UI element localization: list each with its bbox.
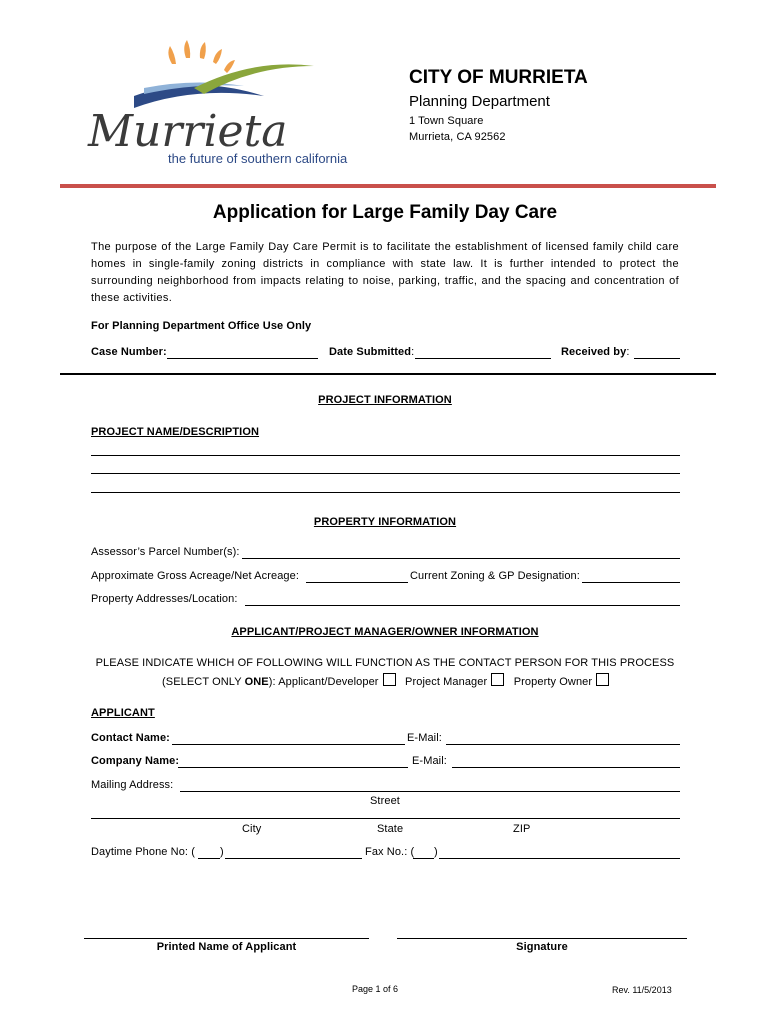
- zoning-label: Current Zoning & GP Designation:: [410, 570, 580, 582]
- company-name-field[interactable]: [178, 767, 408, 768]
- address-line1: 1 Town Square: [409, 115, 484, 127]
- project-desc-line-1[interactable]: [91, 455, 680, 456]
- address-line2: Murrieta, CA 92562: [409, 131, 506, 143]
- printed-name-caption: Printed Name of Applicant: [156, 941, 297, 953]
- city-name: CITY OF MURRIETA: [409, 67, 588, 88]
- contact-name-field[interactable]: [172, 744, 405, 745]
- project-name-label: PROJECT NAME/DESCRIPTION: [91, 426, 260, 438]
- property-owner-checkbox[interactable]: [596, 673, 609, 686]
- email-label-1: E-Mail:: [407, 732, 442, 744]
- city-caption: City: [242, 823, 262, 835]
- email-field-1[interactable]: [446, 744, 680, 745]
- applicant-section-heading: APPLICANT/PROJECT MANAGER/OWNER INFORMATION: [231, 626, 539, 638]
- email-field-2[interactable]: [452, 767, 680, 768]
- city-state-zip-field[interactable]: [91, 818, 680, 819]
- project-desc-line-2[interactable]: [91, 473, 680, 474]
- department-name: Planning Department: [409, 93, 550, 110]
- zip-caption: ZIP: [513, 823, 531, 835]
- city-logo: [84, 36, 354, 171]
- company-name-label: Company Name:: [91, 755, 180, 767]
- project-desc-line-3[interactable]: [91, 492, 680, 493]
- mailing-address-field[interactable]: [180, 791, 680, 792]
- fax-label: Fax No.: (: [365, 846, 415, 858]
- acreage-field[interactable]: [306, 582, 408, 583]
- case-number-label: Case Number:: [91, 346, 167, 358]
- header-rule: [60, 184, 716, 188]
- fax-paren-close: ): [434, 846, 438, 858]
- email-label-2: E-Mail:: [412, 755, 447, 767]
- daytime-phone-label: Daytime Phone No: (: [91, 846, 195, 858]
- applicant-developer-checkbox[interactable]: [383, 673, 396, 686]
- purpose-paragraph: The purpose of the Large Family Day Care Permit is to facilitate the establishment of licensed family child care homes in single-family zoning districts in compliance with state law. It is further intended to protect the surrounding neighborhood from impacts relating to noise, parking, traffic, and the spacing and concentration of these activities.: [91, 241, 679, 304]
- state-caption: State: [377, 823, 404, 835]
- case-number-field[interactable]: [167, 358, 318, 359]
- project-manager-checkbox[interactable]: [491, 673, 504, 686]
- zoning-field[interactable]: [582, 582, 680, 583]
- contact-select-row: (SELECT ONLY ONE): Applicant/Developer Project Manager Property Owner: [162, 673, 609, 688]
- applicant-heading: APPLICANT: [91, 707, 155, 719]
- apn-label: Assessor’s Parcel Number(s):: [91, 546, 240, 558]
- page-title: Application for Large Family Day Care: [212, 202, 558, 223]
- phone-number-field[interactable]: [225, 858, 362, 859]
- page-number: Page 1 of 6: [351, 984, 399, 994]
- property-address-label: Property Addresses/Location:: [91, 593, 238, 605]
- section-divider: [60, 373, 716, 375]
- revision-date: Rev. 11/5/2013: [612, 985, 672, 995]
- signature-field[interactable]: [397, 938, 687, 939]
- contact-instruction: PLEASE INDICATE WHICH OF FOLLOWING WILL FUNCTION AS THE CONTACT PERSON FOR THIS PROCESS: [95, 657, 675, 669]
- property-address-field[interactable]: [245, 605, 680, 606]
- street-caption: Street: [370, 795, 400, 807]
- phone-area-code-field[interactable]: [198, 858, 220, 859]
- date-submitted-field[interactable]: [415, 358, 551, 359]
- apn-field[interactable]: [242, 558, 680, 559]
- received-by-field[interactable]: [634, 358, 680, 359]
- office-use-heading: For Planning Department Office Use Only: [91, 320, 312, 332]
- printed-name-field[interactable]: [84, 938, 369, 939]
- contact-name-label: Contact Name:: [91, 732, 170, 744]
- fax-number-field[interactable]: [439, 858, 680, 859]
- date-submitted-label: Date Submitted:: [329, 346, 415, 358]
- logo-wordmark: Murrieta: [88, 106, 288, 157]
- logo-tagline: the future of southern california: [168, 151, 348, 166]
- project-info-heading: PROJECT INFORMATION: [318, 394, 452, 406]
- mailing-address-label: Mailing Address:: [91, 779, 174, 791]
- fax-area-code-field[interactable]: [413, 858, 434, 859]
- phone-paren-close: ): [220, 846, 224, 858]
- acreage-label: Approximate Gross Acreage/Net Acreage:: [91, 570, 300, 582]
- signature-caption: Signature: [516, 941, 568, 953]
- property-info-heading: PROPERTY INFORMATION: [313, 516, 457, 528]
- received-by-label: Received by:: [561, 346, 630, 358]
